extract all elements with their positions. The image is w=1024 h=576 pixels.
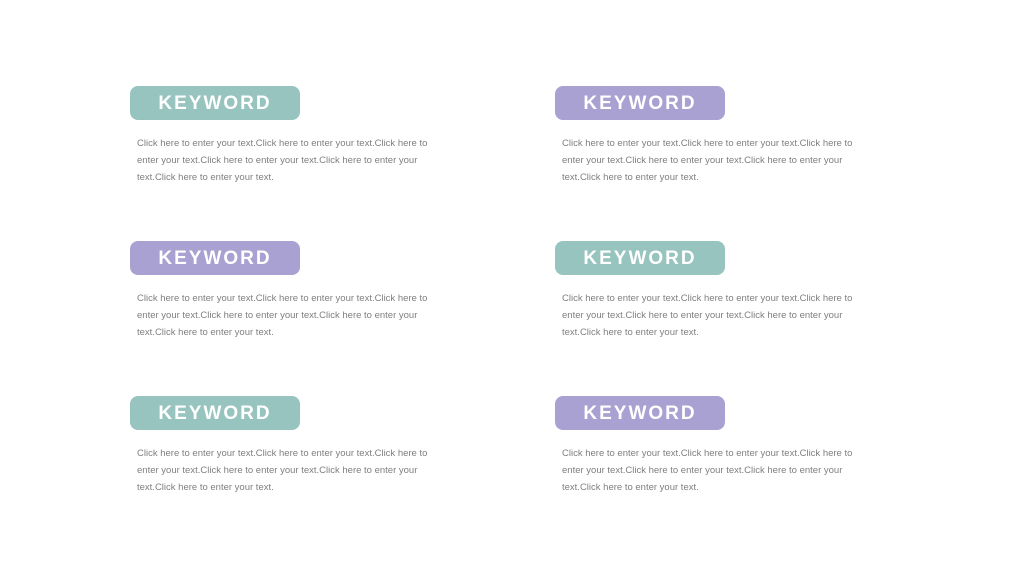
keyword-block-middle-right	[555, 241, 867, 369]
keyword-pill-label: KEYWORD	[583, 92, 697, 114]
keyword-pill-label: KEYWORD	[583, 247, 697, 269]
placeholder-text[interactable]: Click here to enter your text.Click here to enter your text.Click here to enter your text.Click here to enter your text.Click here to enter your text.Click here to enter your text.	[562, 293, 853, 338]
placeholder-text[interactable]: Click here to enter your text.Click here to enter your text.Click here to enter your text.Click here to enter your text.Click here to enter your text.Click here to enter your text.	[562, 448, 853, 493]
keyword-pill[interactable]	[130, 241, 300, 275]
keyword-pill[interactable]	[555, 396, 725, 430]
keyword-pill[interactable]	[130, 86, 300, 120]
keyword-pill-label: KEYWORD	[158, 402, 272, 424]
keyword-pill[interactable]	[555, 241, 725, 275]
placeholder-text[interactable]: Click here to enter your text.Click here to enter your text.Click here to enter your text.Click here to enter your text.Click here to enter your text.Click here to enter your text.	[137, 448, 428, 493]
keyword-pill[interactable]	[555, 86, 725, 120]
placeholder-text[interactable]: Click here to enter your text.Click here to enter your text.Click here to enter your text.Click here to enter your text.Click here to enter your text.Click here to enter your text.	[137, 293, 428, 338]
keyword-block-bottom-left	[130, 396, 442, 524]
placeholder-text[interactable]: Click here to enter your text.Click here to enter your text.Click here to enter your text.Click here to enter your text.Click here to enter your text.Click here to enter your text.	[562, 138, 853, 183]
keyword-pill-label: KEYWORD	[158, 247, 272, 269]
keyword-block-top-left	[130, 86, 442, 214]
keyword-pill-label: KEYWORD	[583, 402, 697, 424]
placeholder-text[interactable]: Click here to enter your text.Click here to enter your text.Click here to enter your text.Click here to enter your text.Click here to enter your text.Click here to enter your text.	[137, 138, 428, 183]
keyword-block-middle-left	[130, 241, 442, 369]
keyword-block-top-right	[555, 86, 867, 214]
keyword-pill-label: KEYWORD	[158, 92, 272, 114]
keyword-pill[interactable]	[130, 396, 300, 430]
keyword-block-bottom-right	[555, 396, 867, 524]
